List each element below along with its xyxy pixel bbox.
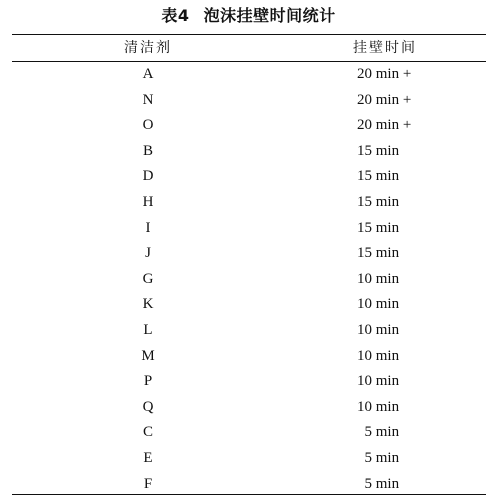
table-row	[12, 113, 486, 139]
cell-agent: H	[142, 193, 154, 210]
cell-time: 15 min	[357, 142, 400, 159]
table-row	[12, 164, 486, 190]
cell-time: 15 min	[357, 219, 400, 236]
column-header-agent: 清洁剂	[124, 40, 172, 56]
table-bottom-rule	[12, 494, 486, 495]
cell-time: 15 min	[357, 193, 400, 210]
column-header-time: 挂壁时间	[353, 40, 417, 56]
cell-time: 10 min	[357, 398, 400, 415]
cell-agent: P	[143, 373, 153, 390]
table-row	[12, 267, 486, 293]
cell-time: 15 min	[357, 245, 400, 262]
table-header-row	[12, 36, 486, 60]
table-top-rule	[12, 34, 486, 35]
cell-agent: D	[142, 168, 154, 185]
cell-agent: G	[142, 270, 154, 287]
cell-agent: B	[142, 142, 153, 159]
table-row	[12, 241, 486, 267]
cell-agent: J	[145, 245, 151, 262]
cell-agent: K	[142, 296, 154, 313]
table-row	[12, 318, 486, 344]
cell-agent: N	[142, 91, 154, 108]
table-row	[12, 395, 486, 421]
cell-time: 10 min	[357, 347, 400, 364]
cell-time: 10 min	[357, 296, 400, 313]
table-row	[12, 190, 486, 216]
cell-agent: L	[143, 321, 153, 338]
table-body	[12, 62, 486, 497]
cell-agent: O	[142, 117, 154, 134]
table-row	[12, 62, 486, 88]
cell-agent: E	[143, 449, 153, 466]
cell-time: 20 min +	[357, 117, 412, 134]
table-title: 泡沫挂壁时间统计	[203, 6, 336, 25]
table-row	[12, 292, 486, 318]
table-row	[12, 420, 486, 446]
table-caption	[0, 5, 497, 27]
cell-time: 5 min	[357, 449, 400, 466]
table-label: 表4	[161, 6, 190, 25]
table-row	[12, 369, 486, 395]
table-row	[12, 344, 486, 370]
cell-agent: A	[142, 66, 154, 82]
cell-agent: Q	[142, 398, 154, 415]
cell-agent: I	[145, 219, 151, 236]
table-row	[12, 139, 486, 165]
cell-time: 10 min	[357, 270, 400, 287]
table-row	[12, 446, 486, 472]
table-row	[12, 88, 486, 114]
table-row	[12, 216, 486, 242]
cell-agent: C	[142, 424, 153, 441]
cell-time: 5 min	[357, 475, 400, 492]
cell-time: 5 min	[357, 424, 400, 441]
cell-time: 10 min	[357, 373, 400, 390]
cell-time: 10 min	[357, 321, 400, 338]
cell-agent: F	[143, 475, 153, 492]
cell-time: 20 min +	[357, 66, 412, 82]
cell-time: 15 min	[357, 168, 400, 185]
cell-time: 20 min +	[357, 91, 412, 108]
cell-agent: M	[141, 347, 155, 364]
